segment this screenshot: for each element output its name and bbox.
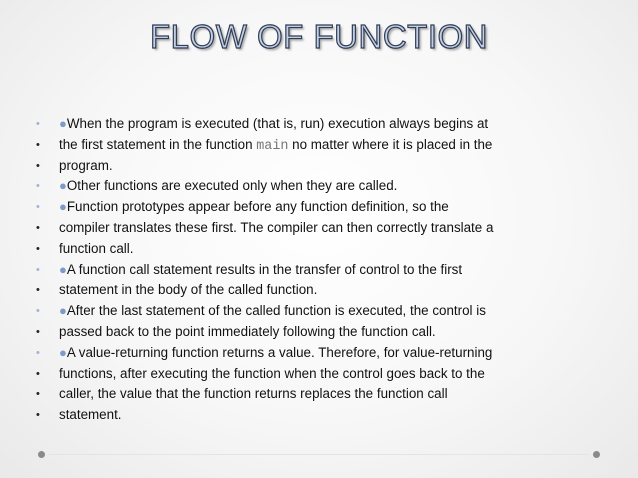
bullet-marker: • bbox=[36, 159, 40, 172]
bullet-marker: • bbox=[36, 263, 40, 276]
bullet-text bbox=[59, 135, 492, 158]
bullet-text bbox=[59, 239, 133, 260]
line-text: A value-returning function returns a value. Therefore, for value-returning bbox=[66, 344, 493, 360]
bullet-text bbox=[59, 260, 462, 281]
code-keyword: main bbox=[256, 138, 289, 154]
bullet-line bbox=[36, 114, 616, 135]
bullet-text bbox=[59, 301, 486, 322]
bullet-line bbox=[36, 280, 616, 301]
line-text: function call. bbox=[59, 240, 134, 256]
bullet-marker: • bbox=[36, 367, 40, 380]
sub-bullet-marker: ● bbox=[59, 303, 67, 319]
line-text: statement. bbox=[59, 407, 122, 423]
bullet-text bbox=[59, 364, 485, 385]
line-text: A function call statement results in the transfer of control to the first bbox=[66, 261, 463, 277]
footer-dot-left bbox=[38, 451, 45, 458]
slide-title: FLOW OF FUNCTION bbox=[150, 18, 488, 55]
line-text: When the program is executed (that is, run) execution always begins at bbox=[66, 116, 489, 131]
bullet-line bbox=[36, 384, 616, 405]
bullet-text bbox=[59, 156, 113, 177]
footer-divider bbox=[48, 454, 589, 455]
bullet-line bbox=[36, 364, 616, 385]
bullet-line bbox=[36, 156, 616, 177]
bullet-text bbox=[59, 197, 449, 218]
bullet-marker: • bbox=[36, 180, 40, 193]
bullet-line bbox=[36, 322, 616, 343]
bullet-marker: • bbox=[36, 138, 40, 151]
line-text: caller, the value that the function returns replaces the function call bbox=[59, 386, 448, 402]
bullet-marker: • bbox=[36, 388, 40, 401]
bullet-line bbox=[36, 260, 616, 281]
line-text: Other functions are executed only when they are called. bbox=[66, 178, 398, 194]
bullet-marker: • bbox=[36, 242, 40, 255]
bullet-text bbox=[59, 343, 492, 364]
slide-body bbox=[36, 114, 616, 426]
line-text: statement in the body of the called function. bbox=[59, 282, 318, 298]
bullet-text bbox=[59, 176, 397, 197]
line-text-after: no matter where it is placed in the bbox=[288, 136, 493, 152]
bullet-marker: • bbox=[36, 325, 40, 338]
line-text: After the last statement of the called function is executed, the control is bbox=[66, 303, 486, 319]
bullet-line bbox=[36, 239, 616, 260]
bullet-text bbox=[59, 218, 493, 239]
bullet-marker: • bbox=[36, 305, 40, 318]
bullet-text bbox=[59, 405, 122, 426]
bullet-marker: • bbox=[36, 346, 40, 359]
bullet-line bbox=[36, 135, 616, 156]
bullet-text bbox=[59, 384, 448, 405]
sub-bullet-marker: ● bbox=[59, 116, 67, 131]
bullet-line bbox=[36, 176, 616, 197]
line-text: functions, after executing the function when the control goes back to the bbox=[59, 365, 485, 381]
bullet-marker: • bbox=[36, 118, 40, 130]
bullet-text bbox=[59, 280, 317, 301]
bullet-text bbox=[59, 322, 436, 343]
bullet-line bbox=[36, 405, 616, 426]
bullet-marker: • bbox=[36, 221, 40, 234]
bullet-line bbox=[36, 343, 616, 364]
bullet-line bbox=[36, 197, 616, 218]
bullet-line bbox=[36, 218, 616, 239]
line-text: Function prototypes appear before any function definition, so the bbox=[66, 199, 449, 215]
line-text: the first statement in the function bbox=[59, 136, 257, 152]
bullet-marker: • bbox=[36, 409, 40, 422]
bullet-text bbox=[59, 114, 488, 135]
bullet-marker: • bbox=[36, 284, 40, 297]
sub-bullet-marker: ● bbox=[59, 199, 67, 215]
line-text: compiler translates these first. The compiler can then correctly translate a bbox=[59, 219, 494, 235]
sub-bullet-marker: ● bbox=[59, 178, 67, 194]
sub-bullet-marker: ● bbox=[59, 261, 67, 277]
bullet-marker: • bbox=[36, 201, 40, 214]
line-text: program. bbox=[59, 157, 113, 173]
bullet-line bbox=[36, 301, 616, 322]
line-text: passed back to the point immediately following the function call. bbox=[59, 323, 436, 339]
footer-dot-right bbox=[593, 451, 600, 458]
sub-bullet-marker: ● bbox=[59, 344, 67, 360]
